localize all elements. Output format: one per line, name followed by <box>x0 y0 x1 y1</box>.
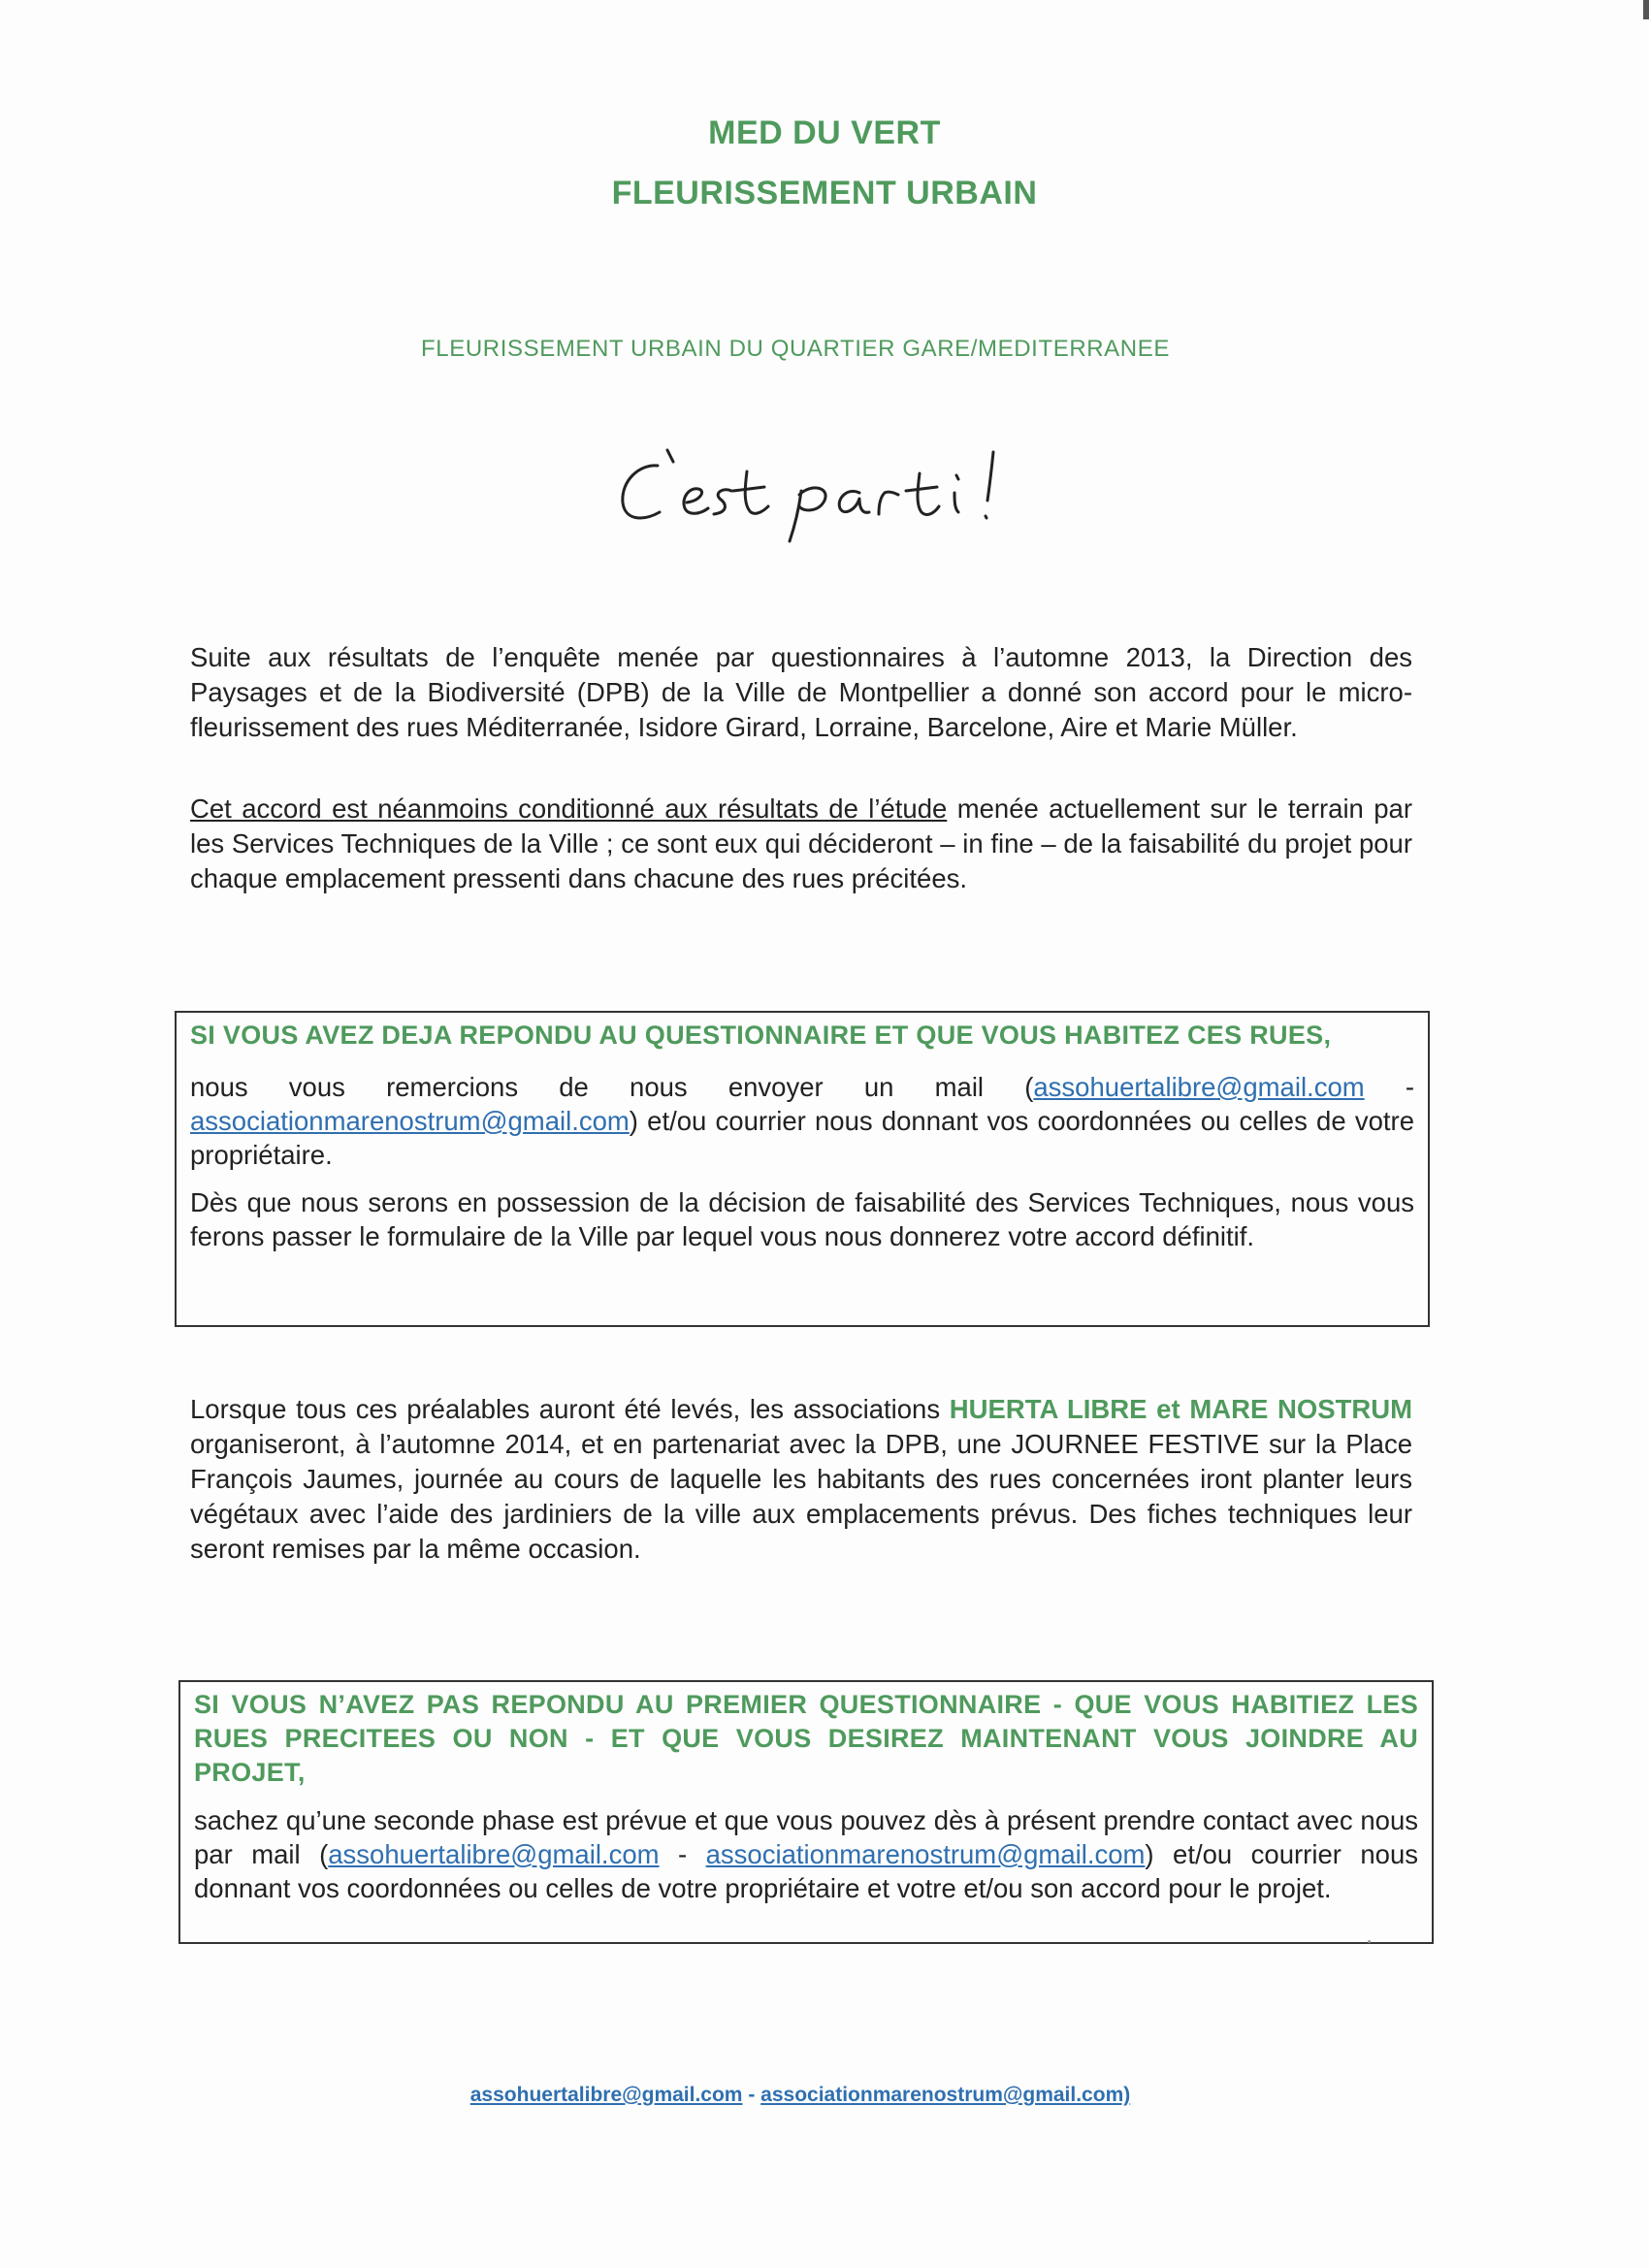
scan-speck <box>1368 1940 1371 1943</box>
condition-text: menée actuellement sur le terrain par les Services Techniques de la Ville ; ce sont eux qui décideront – in fine – de la faisabilité du projet pour chaque emplacement pressenti dans chacune des rues précitées. <box>190 794 1412 893</box>
not-answered-box <box>178 1680 1434 1944</box>
handwritten-cest-parti <box>611 437 1018 543</box>
title-line-2: FLEURISSEMENT URBAIN <box>611 175 1038 211</box>
intro-text-1: Suite aux résultats de l’enquête menée par questionnaires à l’automne 2013, la Direction des Paysages et de la Biodiversité (DPB) de la Ville de Montpellier a donné son accord pour le micro-fleurissement des rues Méditerranée, Isidore Girard, Lorraine, Barcelone, Aire et Marie Müller. <box>190 642 1412 742</box>
email-link-marenostrum-2[interactable]: associationmarenostrum@gmail.com <box>705 1839 1146 1869</box>
associations-names: HUERTA LIBRE et MARE NOSTRUM <box>949 1394 1412 1424</box>
already-answered-text-2: Dès que nous serons en possession de la décision de faisabilité des Services Techniques, nous vous ferons passer le formulaire de la Ville par lequel vous nous donnerez votre accord définitif. <box>190 1187 1414 1251</box>
footer-email-huerta[interactable]: assohuertalibre@gmail.com <box>469 2084 743 2106</box>
footer-contacts: assohuertalibre@gmail.com - associationmarenostrum@gmail.com) <box>469 2084 1131 2106</box>
already-answered-heading: SI VOUS AVEZ DEJA REPONDU AU QUESTIONNAIRE ET QUE VOUS HABITEZ CES RUES, <box>190 1021 1332 1050</box>
not-answered-heading: SI VOUS N’AVEZ PAS REPONDU AU PREMIER QUESTIONNAIRE - QUE VOUS HABITIEZ LES RUES PRECITEES OU NON - ET QUE VOUS DESIREZ MAINTENANT VOUS JOINDRE AU PROJET, <box>194 1690 1418 1787</box>
email-link-huerta-2[interactable]: assohuertalibre@gmail.com <box>328 1839 660 1869</box>
not-answered-text: sachez qu’une seconde phase est prévue et que vous pouvez dès à présent prendre contact avec nous par mail (assohuertalibre@gmail.com - associationmarenostrum@gmail.com) et/ou courrier nous donnant vos coordonnées ou celles de votre propriétaire et votre et/ou son accord pour le projet. <box>194 1805 1418 1903</box>
footer-email-marenostrum[interactable]: associationmarenostrum@gmail.com) <box>760 2084 1131 2106</box>
festive-day-paragraph: Lorsque tous ces préalables auront été levés, les associations HUERTA LIBRE et MARE NOSTRUM organiseront, à l’automne 2014, et en partenariat avec la DPB, une JOURNEE FESTIVE sur la Place François Jaumes, journée au cours de laquelle les habitants des rues concernées iront planter leurs végétaux avec l’aide des jardiniers de la ville aux emplacements prévus. Des fiches techniques leur seront remises par la même occasion. <box>190 1394 1412 1564</box>
already-answered-text-1: nous vous remercions de nous envoyer un mail (assohuertalibre@gmail.com - associationmarenostrum@gmail.com) et/ou courrier nous donnant vos coordonnées ou celles de votre propriétaire. <box>190 1072 1414 1170</box>
condition-paragraph <box>190 792 1412 896</box>
intro-paragraph <box>190 640 1412 745</box>
already-answered-box <box>175 1011 1430 1327</box>
condition-underlined-text: Cet accord est néanmoins conditionné aux résultats de l’étude <box>190 794 948 824</box>
scan-edge-mark <box>1643 0 1649 19</box>
subtitle: FLEURISSEMENT URBAIN DU QUARTIER GARE/MEDITERRANEE <box>421 336 1170 362</box>
email-link-marenostrum[interactable]: associationmarenostrum@gmail.com <box>190 1106 630 1136</box>
email-link-huerta[interactable]: assohuertalibre@gmail.com <box>1033 1072 1365 1102</box>
title-line-1: MED DU VERT <box>708 114 941 151</box>
